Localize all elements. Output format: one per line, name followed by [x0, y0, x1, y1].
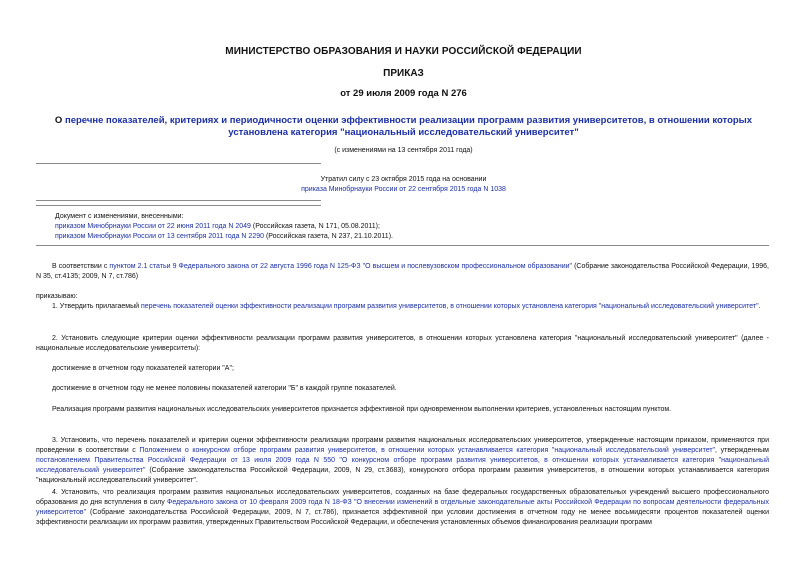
regulation-link[interactable]: Положением о конкурсном отборе программ развития университетов, в отношении которых устанавливается категория "национальный исследовательский университет" — [139, 447, 716, 454]
paragraph-4 — [36, 488, 769, 528]
document-type: ПРИКАЗ — [383, 68, 424, 79]
criterion-a: достижение в отчетном году показателей категории "А"; — [52, 365, 234, 372]
ministry-heading: МИНИСТЕРСТВО ОБРАЗОВАНИЯ И НАУКИ РОССИЙСКОЙ ФЕДЕРАЦИИ — [225, 46, 582, 57]
paragraph-1 — [36, 302, 769, 312]
text: , утвержденным — [715, 447, 769, 454]
text: В соответствии с — [52, 263, 110, 270]
edit-item-link[interactable]: приказом Минобрнауки России от 22 июня 2011 года N 2049 — [55, 223, 251, 230]
lost-force-text: Утратил силу с 23 октября 2015 года на основании — [320, 176, 487, 183]
text: 1. Утвердить прилагаемый — [52, 303, 141, 310]
divider — [36, 200, 321, 201]
text: 4. Установить, что реализация программ развития национальных исследовательских университетов, созданных на базе федеральных государственных образовательных учреждений высшего профессионального образования до дня вступления в силу — [36, 489, 769, 506]
document-title — [36, 115, 771, 139]
paragraph-3 — [36, 436, 769, 486]
title-prefix: О — [54, 115, 65, 126]
order-word: приказываю: — [36, 293, 78, 300]
text: . — [758, 303, 761, 310]
edit-item-source: (Российская газета, N 237, 21.10.2011). — [264, 233, 393, 240]
edit-item — [55, 232, 755, 242]
federal-law-link[interactable]: Федерального закона от 10 февраля 2009 года N 18-ФЗ "О внесении изменений в отдельные законодательные акты Российской Федерации по вопросам деятельности федеральных университетов" — [36, 499, 769, 516]
edit-item-link[interactable]: приказом Минобрнауки России от 13 сентября 2011 года N 2290 — [55, 233, 264, 240]
edits-intro: Документ с изменениями, внесенными: — [55, 213, 184, 220]
text: (Собрание законодательства Российской Федерации, 2009, N 7, ст.786), признается эффективной при условии достижения в отчетном году не менее восьмидесяти процентов показателей оценки эффективности реализации их программ развития, утвержденных Правительством Российской Федерации, и обеспечения установленных объемов финансирования реализации программ — [36, 509, 769, 526]
resolution-link[interactable]: постановлением Правительства Российской Федерации от 13 июля 2009 года N 550 "О конкурсном отборе программ развития университетов, в отношении которых устанавливается категория "национальный исследовательский университет" — [36, 457, 769, 474]
lost-force-link[interactable]: приказа Минобрнауки России от 22 сентября 2015 года N 1038 — [301, 186, 506, 193]
lost-force-notice — [0, 175, 807, 195]
document-date-number: от 29 июля 2009 года N 276 — [340, 88, 467, 99]
paragraph-basis — [36, 262, 769, 282]
paragraph-effective: Реализация программ развития национальных исследовательских университетов признается эффективной при одновременном выполнении критериев, установленных настоящим пунктом. — [52, 406, 672, 413]
list-link[interactable]: перечень показателей оценки эффективности реализации программ развития университетов, в отношении которых установлена категория "национальный исследовательский университет" — [140, 303, 759, 310]
text: (Собрание законодательства Российской Федерации, 1996, N 35, ст.4135; 2009, N 7, ст.786) — [36, 263, 769, 280]
edit-item-source: (Российская газета, N 171, 05.08.2011); — [250, 223, 380, 230]
edits-block — [55, 212, 755, 242]
paragraph-2: 2. Установить следующие критерии оценки эффективности реализации программ развития университетов, в отношении которых установлена категория "национальный исследовательский университет" (далее - национальные исследовательские университеты): — [36, 335, 769, 352]
changes-note: (с изменениями на 13 сентября 2011 года) — [334, 147, 473, 154]
divider — [36, 245, 769, 246]
text: 3. Установить, что перечень показателей и критерии оценки эффективности реализации программ развития национальных исследовательских университетов, утвержденные настоящим приказом, применяются при проведении в соответствии с — [36, 437, 769, 454]
edit-item — [55, 222, 755, 232]
criterion-b: достижение в отчетном году не менее половины показателей категории "Б" в каждой группе показателей. — [52, 385, 397, 392]
text: (Собрание законодательства Российской Федерации, 2009, N 29, ст.3683), конкурсного отбора программ развития университетов, в отношении которых устанавливается категория "национальный исследовательский университет". — [36, 467, 769, 484]
divider — [36, 163, 321, 164]
title-link[interactable]: перечне показателей, критериях и периодичности оценки эффективности реализации программ развития университетов, в отношении которых установлена категория "национальный исследовательский университет" — [64, 115, 753, 138]
law-link[interactable]: пунктом 2.1 статьи 9 Федерального закона от 22 августа 1996 года N 125-ФЗ "О высшем и послевузовском профессиональном образовании" — [109, 263, 573, 270]
divider — [36, 205, 321, 206]
